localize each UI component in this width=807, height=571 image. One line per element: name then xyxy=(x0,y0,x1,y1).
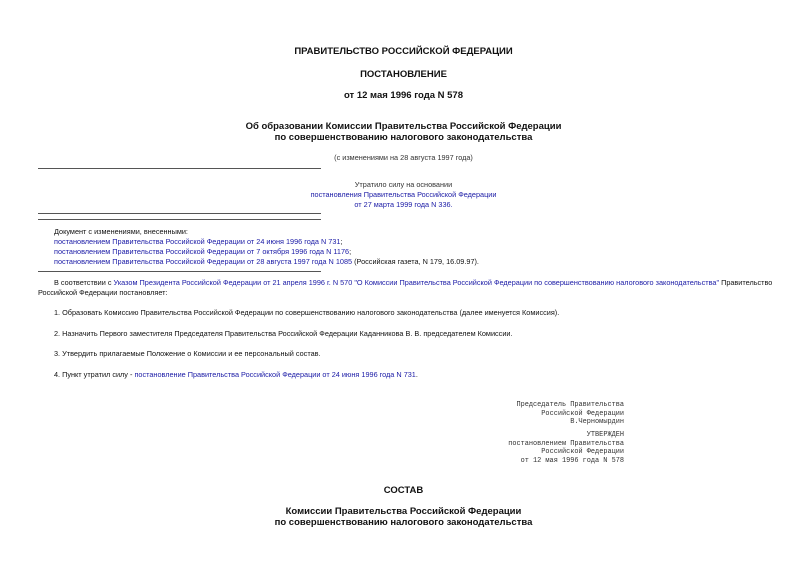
composition-subtitle-line1: Комиссии Правительства Российской Федерации xyxy=(285,506,522,517)
approved-block xyxy=(508,431,624,465)
change-item xyxy=(54,237,342,248)
signature-line: Российской Федерации xyxy=(541,409,624,418)
item-4-text: 4. Пункт утратил силу - xyxy=(54,370,135,379)
preamble-line1 xyxy=(54,278,772,289)
doc-title-line2: по совершенствованию налогового законодательства xyxy=(274,132,533,143)
changes-intro: Документ с изменениями, внесенными: xyxy=(54,227,188,236)
doc-title-line1: Об образовании Комиссии Правительства Российской Федерации xyxy=(245,121,562,132)
change-suffix: (Российская газета, N 179, 16.09.97). xyxy=(352,257,479,266)
item-3: 3. Утвердить прилагаемые Положение о Комиссии и ее персональный состав. xyxy=(54,349,321,358)
lost-force-link[interactable]: постановления Правительства Российской Федерации xyxy=(310,190,497,199)
item-1: 1. Образовать Комиссию Правительства Российской Федерации по совершенствованию налогового законодательства (далее именуется Комиссия). xyxy=(54,308,560,317)
approved-line: УТВЕРЖДЕН xyxy=(586,431,624,439)
doc-date-heading: от 12 мая 1996 года N 578 xyxy=(343,90,464,101)
preamble-text: Правительство xyxy=(719,278,773,287)
lost-force-link-date[interactable]: от 27 марта 1999 года N 336. xyxy=(354,200,453,209)
divider xyxy=(38,213,321,214)
change-suffix: ; xyxy=(340,237,343,246)
preamble-text: В соответствии с xyxy=(54,278,114,287)
preamble-line2: Российской Федерации постановляет: xyxy=(38,288,168,297)
item-4-end: . xyxy=(415,370,418,379)
item-2: 2. Назначить Первого заместителя Председателя Правительства Российской Федерации Кадaнникова В. В. председателем Комиссии. xyxy=(54,329,513,338)
signature-line: В.Черномырдин xyxy=(570,418,624,427)
org-heading: ПРАВИТЕЛЬСТВО РОССИЙСКОЙ ФЕДЕРАЦИИ xyxy=(294,46,513,57)
approved-line: от 12 мая 1996 года N 578 xyxy=(520,456,624,465)
divider xyxy=(38,219,321,220)
amendment-note: (с изменениями на 28 августа 1997 года) xyxy=(334,153,473,162)
composition-subtitle-line2: по совершенствованию налогового законодательства xyxy=(274,517,533,528)
decree-link[interactable]: Указом Президента Российской Федерации от 21 апреля 1996 г. N 570 "О Комиссии Правительства Российской Федерации по совершенствованию налогового законодательства" xyxy=(113,278,720,287)
change-item xyxy=(54,257,479,268)
item-4 xyxy=(54,370,418,381)
composition-title: СОСТАВ xyxy=(383,485,424,496)
change-link[interactable]: постановлением Правительства Российской Федерации от 7 октября 1996 года N 1176 xyxy=(54,247,350,256)
change-link[interactable]: постановлением Правительства Российской Федерации от 28 августа 1997 года N 1085 xyxy=(54,257,353,266)
signature-block xyxy=(516,401,624,427)
item-4-link[interactable]: постановление Правительства Российской Федерации от 24 июня 1996 года N 731 xyxy=(134,370,416,379)
doc-type-heading: ПОСТАНОВЛЕНИЕ xyxy=(360,69,447,80)
approved-line: постановлением Правительства xyxy=(508,439,624,448)
approved-line: Российской Федерации xyxy=(541,448,624,457)
change-link[interactable]: постановлением Правительства Российской Федерации от 24 июня 1996 года N 731 xyxy=(54,237,341,246)
divider xyxy=(38,168,321,169)
divider xyxy=(38,271,321,272)
change-item xyxy=(54,247,351,258)
change-suffix: ; xyxy=(349,247,352,256)
signature-line: Председатель Правительства xyxy=(516,401,624,409)
lost-force-line1: Утратило силу на основании xyxy=(354,180,453,189)
